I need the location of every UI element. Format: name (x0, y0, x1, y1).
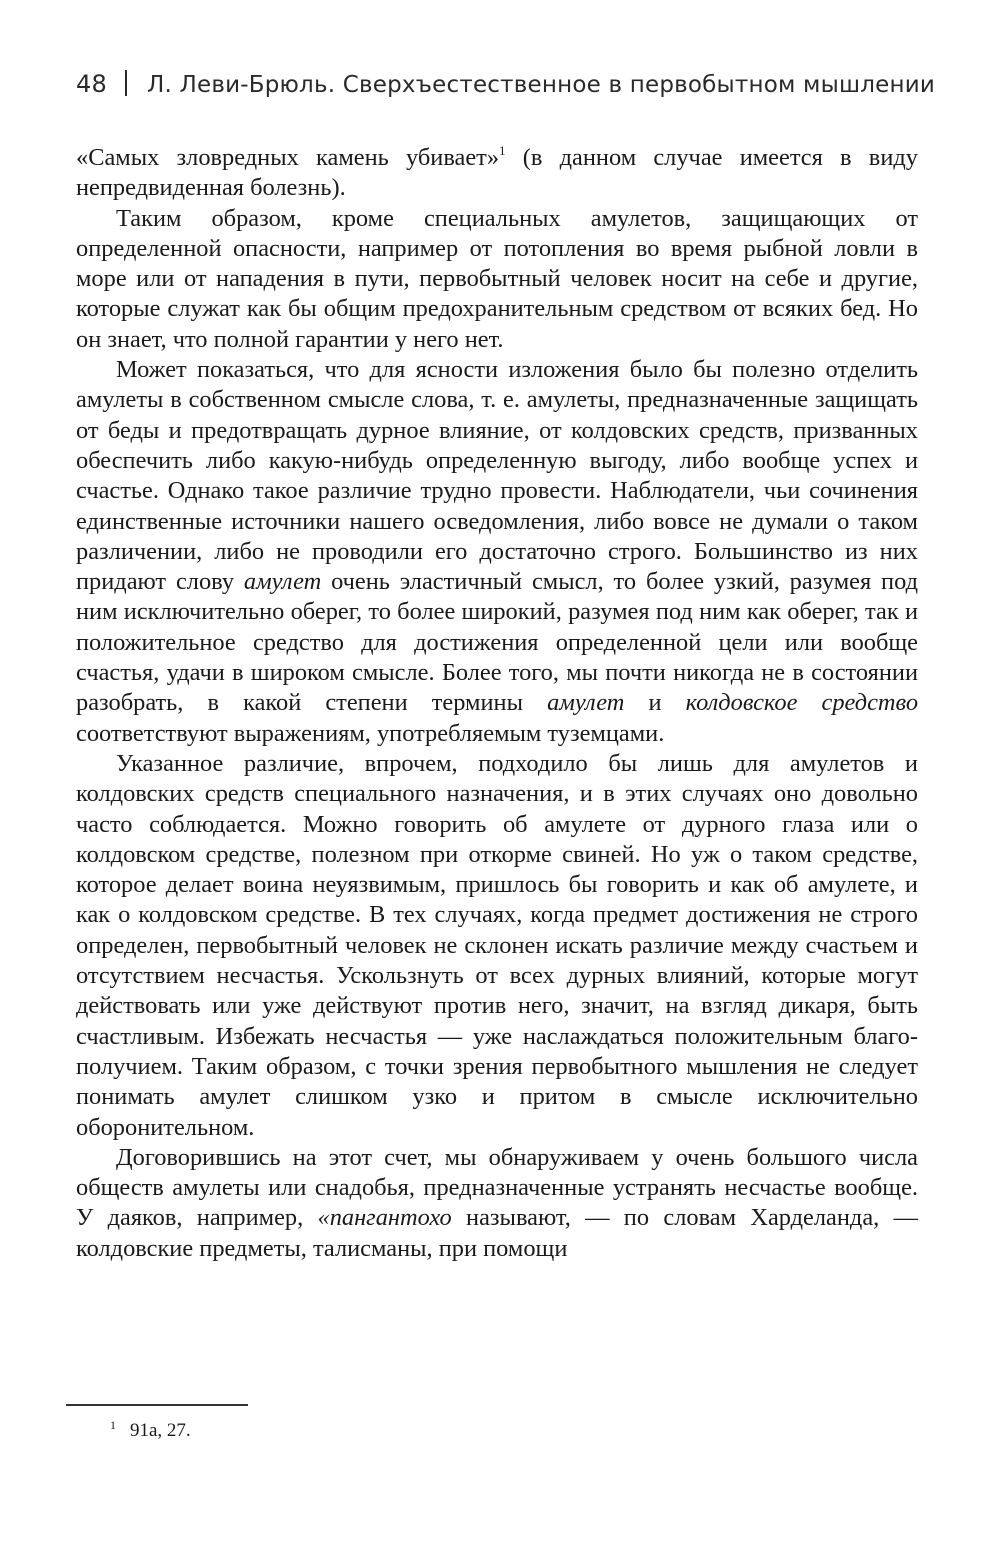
emphasis-magic-remedy: колдовское средство (685, 689, 919, 717)
page-number: 48 (76, 70, 107, 98)
paragraph-3-part-1: Может показаться, что для ясности изложения было бы полезно отделить амулеты в собственном смысле слова, т. е. амулеты, предназначенные защищать от беды и предотвращать дурное влияние, от колдовских средств, призванных обеспечить либо какую-нибудь определенную выгоду, либо вообще успех и счастье. Однако такое различие трудно провести. Наблюдатели, чьи сочинения единственные источники нашего осведомления, либо вовсе не думали о таком различении, либо не проводили его достаточно строго. Большинство из них придают слову (76, 356, 918, 596)
paragraph-1 (76, 143, 918, 204)
emphasis-amulet-2: амулет (547, 689, 625, 717)
running-title: Л. Леви-Брюль. Сверхъестественное в первобытном мышлении (146, 72, 935, 98)
paragraph-5-part-2: называют, — по словам Харделанда, — колдовские предметы, талисманы, при помощи (76, 1204, 918, 1262)
footnote-number: 1 (110, 1418, 116, 1432)
emphasis-pangantoho: «пангантохо (317, 1204, 452, 1232)
paragraph-3-part-4: соответствуют выражениям, употребляемым туземцами. (76, 719, 665, 747)
emphasis-amulet-1: амулет (243, 568, 322, 596)
header-separator (125, 70, 127, 96)
paragraph-5-part-1: Договорившись на этот счет, мы обнаруживаем у очень большого числа обществ амулеты или снадобья, предназначенные устранять несчастье вообще. У даяков, например, (76, 1143, 918, 1232)
paragraph-3 (76, 355, 918, 749)
footnote-reference: 1 (499, 143, 506, 158)
paragraph-3-part-2: очень эластичный смысл, то более узкий, разумея под ним исключительно оберег, то более широкий, разумея под ним как оберег, так и положительное средство для достижения определенной цели или вообще счастья, удачи в широком смысле. Более того, мы почти никогда не в состоянии разобрать, в какой степени термины (76, 568, 918, 717)
paragraph-4: Указанное различие, впрочем, подходило бы лишь для амулетов и колдовских средств специального назначения, и в этих случаях оно довольно часто соблюдается. Можно говорить об амулете от дурного глаза или о колдовском средстве, полезном при откорме свиней. Но уж о таком средстве, которое делает воина неуязвимым, пришлось бы говорить и как об амулете, и как о колдовском средстве. В тех случаях, когда предмет достижения не строго определен, первобытный человек не склонен искать различие между счастьем и отсутствием несчастья. Ускользнуть от всех дурных влияний, которые могут действовать или уже действуют против него, значит, на взгляд дикаря, быть счастливым. Избежать несчастья — уже наслаждаться положительным благополучием. Таким образом, с точки зрения первобытного мышления не следует понимать амулет слишком узко и притом в смысле исключительно оборонительном. (76, 749, 918, 1141)
paragraph-2: Таким образом, кроме специальных амулетов, защищающих от определенной опасности, например от потопления во время рыбной ловли в море или от нападения в пути, первобытный человек носит на себе и другие, которые служат как бы общим предохранительным средством от всяких бед. Но он знает, что полной гарантии у него нет. (76, 204, 918, 353)
body-text (76, 143, 918, 1264)
footnote-1 (110, 1413, 191, 1443)
running-header (76, 70, 935, 110)
footnote-divider (66, 1404, 248, 1406)
paragraph-5 (76, 1143, 918, 1264)
paragraph-3-part-3: и (624, 689, 686, 717)
paragraph-1-rest: (в данном случае имеется в виду непредвиденная болезнь). (76, 144, 918, 202)
footnote-text: 91а, 27. (130, 1420, 191, 1441)
paragraph-1-quote: «Самых зловредных камень убивает» (76, 144, 500, 171)
